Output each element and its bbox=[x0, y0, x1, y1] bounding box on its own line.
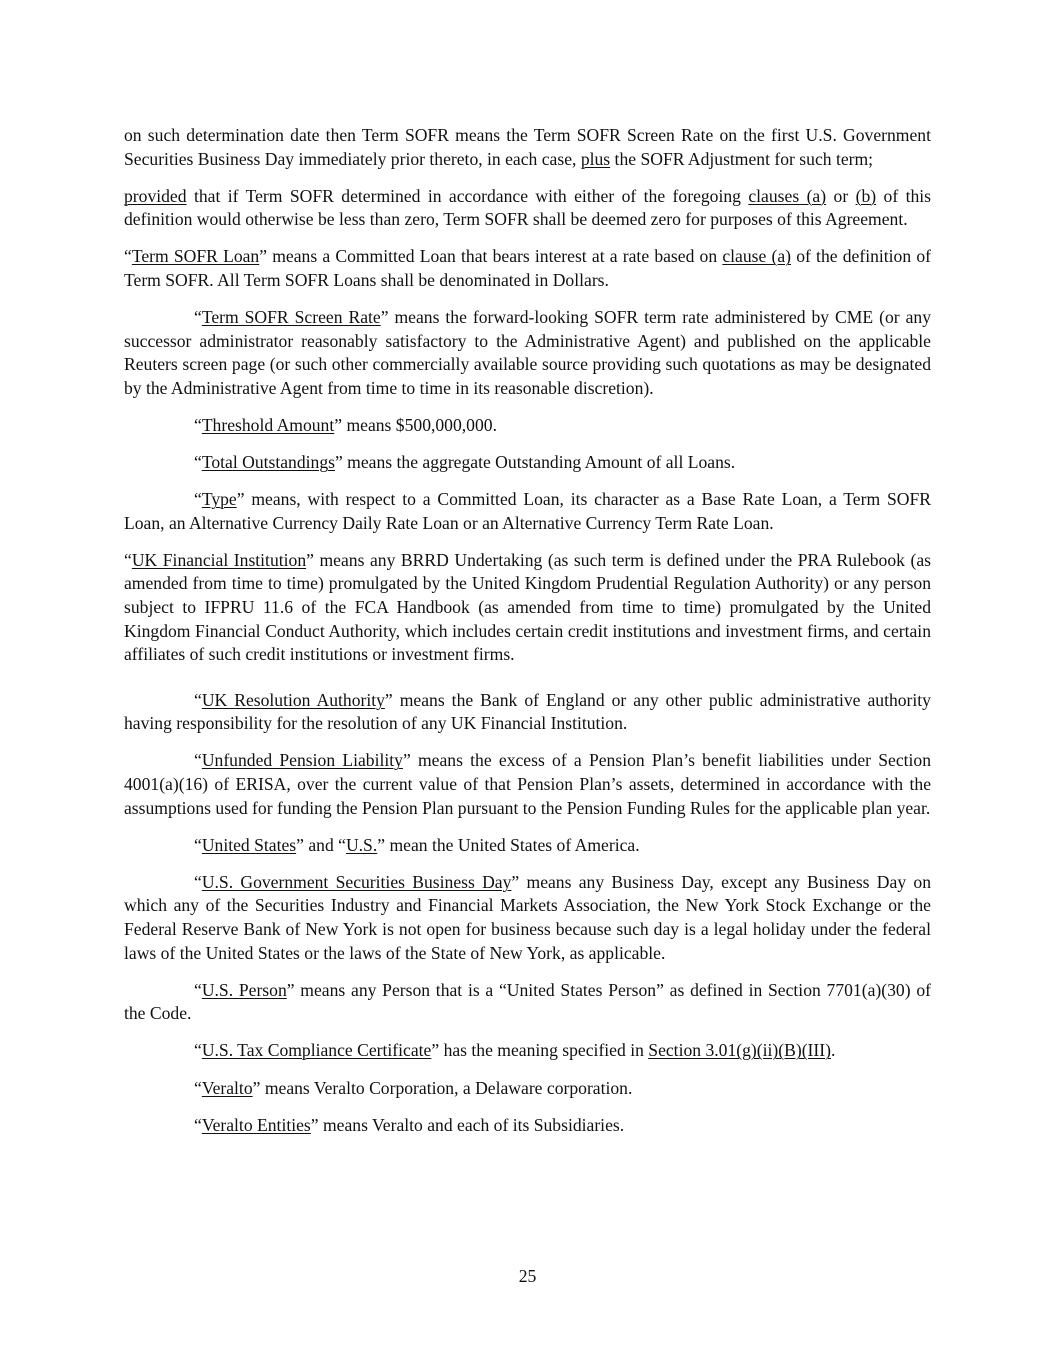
quote-mark: “ bbox=[124, 246, 132, 267]
defined-term: Threshold Amount bbox=[201, 414, 335, 435]
paragraph-term-sofr-continuation bbox=[124, 124, 931, 171]
definition-unfunded-pension-liability bbox=[124, 749, 931, 820]
text: ” means any BRRD Undertaking (as such term is defined under the PRA Rulebook (as amended from time to time) promulgated by the United Kingdom Prudential Regulation Authority) or any person subject to IFPRU 11.6 of the FCA Handbook (as amended from time to time) promulgated by the United Kingdom Financial Conduct Authority, which includes certain credit institutions and investment firms, and certain affiliates of such credit institutions or investment firms. bbox=[124, 549, 931, 665]
clause-reference: clauses (a) bbox=[748, 185, 827, 206]
quote-mark: “ bbox=[194, 871, 202, 892]
quote-mark: “ bbox=[194, 834, 202, 855]
definition-uk-financial-institution bbox=[124, 549, 931, 667]
text: ” means the Bank of England or any other public administrative authority having responsibility for the resolution of any UK Financial Institution. bbox=[124, 689, 931, 734]
quote-mark: “ bbox=[194, 307, 202, 328]
quote-mark: “ bbox=[194, 414, 202, 435]
defined-term: Term SOFR Screen Rate bbox=[201, 307, 381, 328]
text: that if Term SOFR determined in accordance with either of the foregoing bbox=[186, 185, 749, 206]
clause-reference: (b) bbox=[855, 185, 877, 206]
defined-term: U.S. Tax Compliance Certificate bbox=[201, 1040, 432, 1061]
quote-mark: “ bbox=[194, 1114, 202, 1135]
text: ” means the forward-looking SOFR term rate administered by CME (or any successor administrator reasonably satisfactory to the Administrative Agent) and published on the applicable Reuters screen page (or such other commercially available source providing such quotations as may be designated by the Administrative Agent from time to time in its reasonable discretion). bbox=[124, 307, 932, 398]
quote-mark: “ bbox=[194, 979, 202, 1000]
definition-veralto-entities bbox=[124, 1114, 931, 1138]
text: or bbox=[826, 185, 856, 206]
definition-us-person bbox=[124, 979, 931, 1026]
definition-term-sofr-loan bbox=[124, 245, 931, 292]
text: ” has the meaning specified in bbox=[431, 1040, 649, 1061]
definition-us-tax-compliance-certificate bbox=[124, 1039, 931, 1063]
defined-term: U.S. bbox=[345, 834, 378, 855]
defined-term: Term SOFR Loan bbox=[131, 246, 260, 267]
definition-uk-resolution-authority bbox=[124, 689, 931, 736]
quote-mark: “ bbox=[194, 489, 202, 510]
text: ” means Veralto and each of its Subsidiaries. bbox=[310, 1114, 625, 1135]
quote-mark: “ bbox=[194, 689, 202, 710]
quote-mark: “ bbox=[194, 1077, 202, 1098]
text: ” means the aggregate Outstanding Amount of all Loans. bbox=[334, 452, 736, 473]
definition-type bbox=[124, 488, 931, 535]
quote-mark: “ bbox=[194, 452, 202, 473]
quote-mark: “ bbox=[194, 750, 202, 771]
underlined-term: provided bbox=[124, 185, 187, 206]
underlined-term: plus bbox=[580, 148, 611, 169]
definition-total-outstandings bbox=[124, 451, 931, 475]
paragraph-provided-clause bbox=[124, 185, 931, 232]
text: ” means, with respect to a Committed Loan, its character as a Base Rate Loan, a Term SOFR Loan, an Alternative Currency Daily Rate Loan or an Alternative Currency Term Rate Loan. bbox=[124, 489, 931, 533]
defined-term: United States bbox=[201, 834, 297, 855]
defined-term: Total Outstandings bbox=[201, 452, 335, 473]
defined-term: Veralto Entities bbox=[201, 1114, 311, 1135]
definition-united-states bbox=[124, 834, 931, 858]
defined-term: UK Resolution Authority bbox=[201, 689, 385, 710]
text: on such determination date then Term SOFR means the Term SOFR Screen Rate on the first U.S. Government Securities Business Day immediately prior thereto, in each case, bbox=[124, 125, 931, 169]
text: . bbox=[831, 1040, 836, 1061]
definition-threshold-amount bbox=[124, 414, 931, 438]
text: the SOFR Adjustment for such term; bbox=[610, 148, 874, 169]
definition-veralto bbox=[124, 1077, 931, 1101]
section-reference: Section 3.01(g)(ii)(B)(III) bbox=[648, 1040, 831, 1061]
text: ” means any Business Day, except any Business Day on which any of the Securities Industry and Financial Markets Association, the New York Stock Exchange or the Federal Reserve Bank of New York is not open for business because such day is a legal holiday under the federal laws of the United States or the laws of the State of New York, as applicable. bbox=[124, 871, 931, 963]
text: ” means Veralto Corporation, a Delaware corporation. bbox=[252, 1077, 633, 1098]
text: ” means any Person that is a “United States Person” as defined in Section 7701(a)(30) of the Code. bbox=[124, 979, 931, 1024]
text: of this definition would otherwise be less than zero, Term SOFR shall be deemed zero for purposes of this Agreement. bbox=[124, 185, 932, 230]
defined-term: Veralto bbox=[201, 1077, 253, 1098]
defined-term: U.S. Person bbox=[201, 979, 287, 1000]
defined-term: Unfunded Pension Liability bbox=[201, 750, 403, 771]
quote-mark: “ bbox=[194, 1040, 202, 1061]
text: ” and “ bbox=[296, 834, 346, 855]
text: ” means the excess of a Pension Plan’s benefit liabilities under Section 4001(a)(16) of ERISA, over the current value of that Pension Plan’s assets, determined in accordance with the assumptions used for funding the Pension Plan pursuant to the Pension Funding Rules for the applicable plan year. bbox=[124, 750, 932, 818]
text: ” means a Committed Loan that bears interest at a rate based on bbox=[259, 246, 723, 267]
definition-term-sofr-screen-rate bbox=[124, 306, 931, 400]
document-page bbox=[124, 124, 931, 1151]
defined-term: U.S. Government Securities Business Day bbox=[201, 871, 512, 892]
clause-reference: clause (a) bbox=[722, 246, 792, 267]
text: ” mean the United States of America. bbox=[377, 834, 640, 855]
defined-term: UK Financial Institution bbox=[131, 549, 307, 570]
definition-us-government-securities-business-day bbox=[124, 871, 931, 965]
page-number: 25 bbox=[518, 1266, 537, 1286]
text: of the definition of Term SOFR. All Term SOFR Loans shall be denominated in Dollars. bbox=[124, 246, 931, 290]
quote-mark: “ bbox=[124, 549, 132, 570]
text: ” means $500,000,000. bbox=[334, 414, 497, 435]
defined-term: Type bbox=[201, 489, 237, 510]
